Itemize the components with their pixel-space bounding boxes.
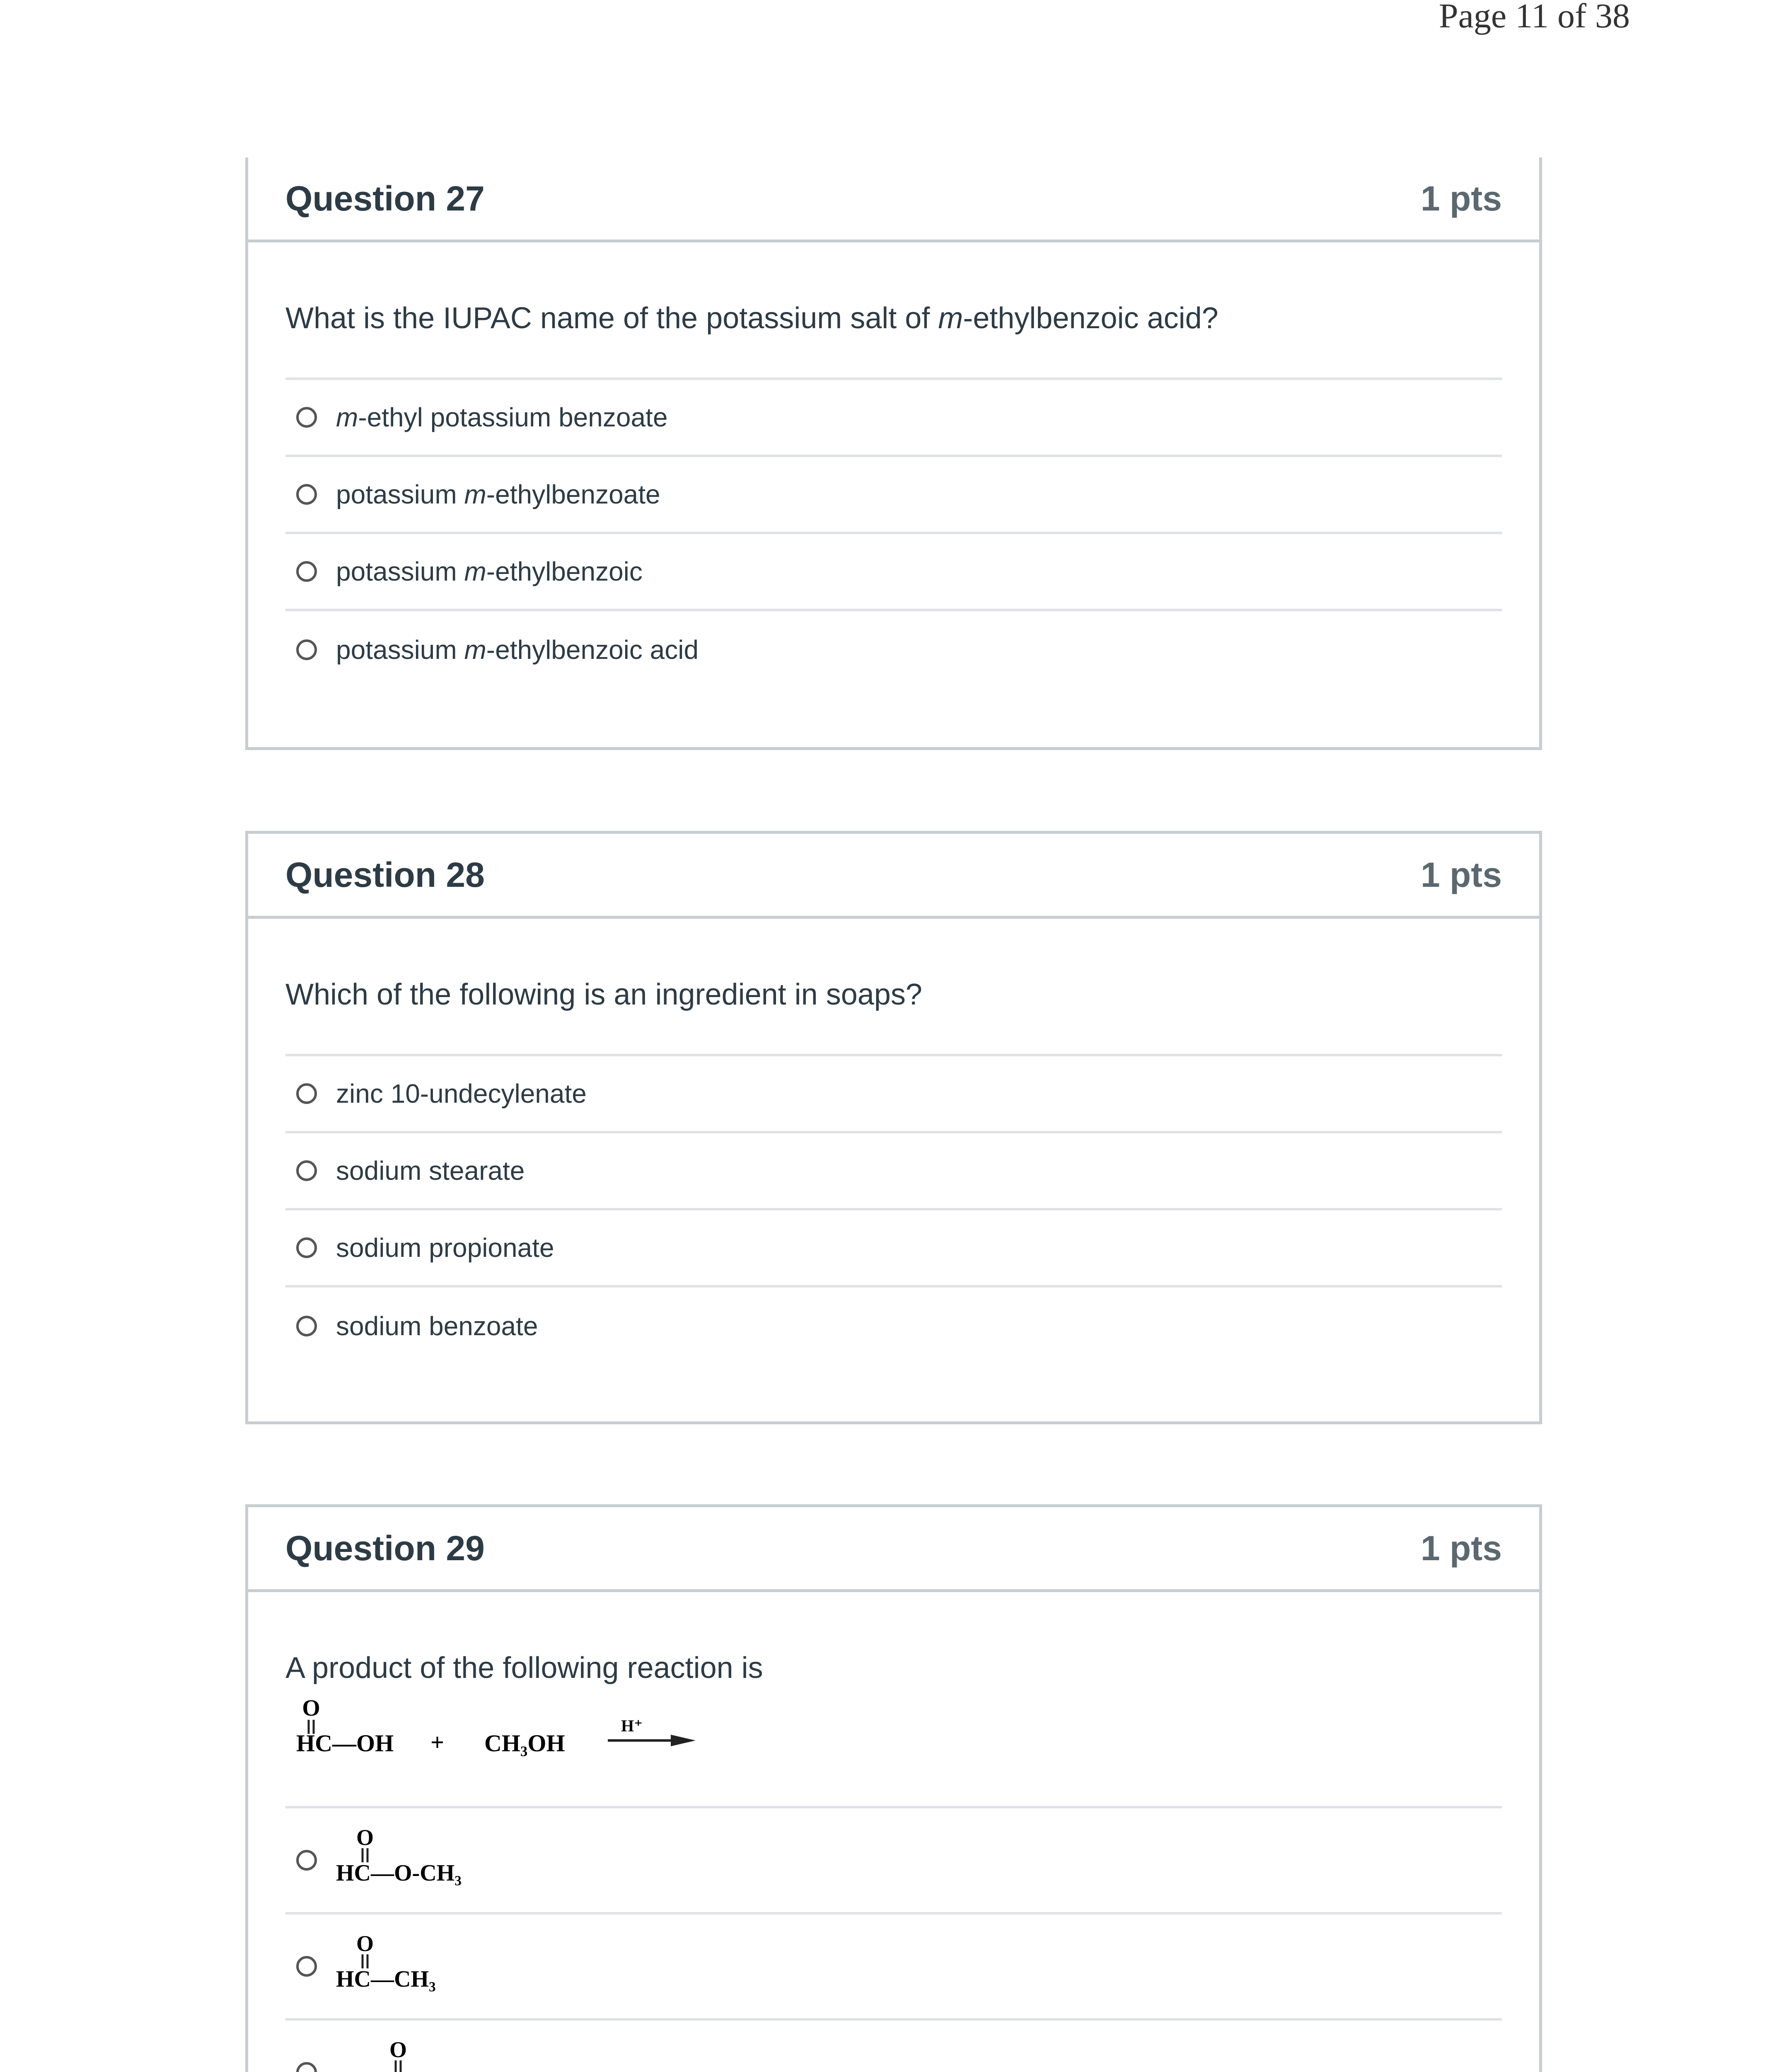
answer-structure xyxy=(336,1931,543,1993)
question-points: 1 pts xyxy=(1420,179,1502,218)
question-28-card xyxy=(245,831,1542,1424)
answer-option[interactable] xyxy=(285,2021,1502,2072)
question-29-card xyxy=(245,1504,1542,2072)
radio-button[interactable] xyxy=(296,407,317,428)
catalyst-label: H⁺ xyxy=(621,1716,643,1736)
question-points: 1 pts xyxy=(1420,855,1502,894)
question-text: A product of the following reaction is xyxy=(285,1651,763,1685)
carbonyl-oxygen: O xyxy=(389,2037,407,2062)
radio-button[interactable] xyxy=(296,484,317,505)
answer-label: m-ethyl potassium benzoate xyxy=(336,402,668,433)
answer-option[interactable] xyxy=(285,1288,1502,1365)
answer-formula: HC—CH₃ xyxy=(336,1966,436,1992)
answer-option[interactable] xyxy=(285,1056,1502,1133)
question-27-card xyxy=(245,157,1542,750)
question-title: Question 29 xyxy=(285,1528,485,1568)
carbonyl-oxygen: O xyxy=(356,1931,374,1956)
answer-label: potassium m-ethylbenzoic xyxy=(336,557,643,587)
answer-option[interactable] xyxy=(285,611,1502,688)
radio-button[interactable] xyxy=(296,2062,317,2072)
radio-button[interactable] xyxy=(296,1083,317,1104)
reactant-methanol: CH₃OH xyxy=(484,1730,565,1757)
answer-option[interactable] xyxy=(285,1915,1502,2021)
question-title: Question 27 xyxy=(285,179,485,218)
radio-button[interactable] xyxy=(296,1237,317,1258)
answer-label: sodium stearate xyxy=(336,1156,525,1186)
radio-button[interactable] xyxy=(296,1850,317,1871)
arrow-head xyxy=(671,1735,696,1746)
question-header xyxy=(248,834,1539,919)
answer-list xyxy=(285,378,1502,688)
carbonyl-oxygen: O xyxy=(356,1825,374,1850)
answer-label: sodium propionate xyxy=(336,1233,554,1263)
answer-option[interactable] xyxy=(285,380,1502,457)
question-points: 1 pts xyxy=(1420,1528,1502,1568)
plus-sign: + xyxy=(430,1729,445,1756)
question-header xyxy=(248,157,1539,242)
answer-option[interactable] xyxy=(285,1210,1502,1288)
radio-button[interactable] xyxy=(296,1956,317,1977)
answer-label: potassium m-ethylbenzoic acid xyxy=(336,635,699,665)
answer-list xyxy=(285,1054,1502,1365)
radio-button[interactable] xyxy=(296,639,317,660)
radio-button[interactable] xyxy=(296,1316,317,1336)
radio-button[interactable] xyxy=(296,1160,317,1181)
answer-label: sodium benzoate xyxy=(336,1311,538,1341)
answer-list xyxy=(285,1806,1502,2072)
question-header xyxy=(248,1507,1539,1592)
answer-structure xyxy=(336,1825,543,1887)
answer-option[interactable] xyxy=(285,1133,1502,1210)
question-text: What is the IUPAC name of the potassium salt of m-ethylbenzoic acid? xyxy=(285,302,1218,335)
reactant-formic-acid: HC—OH xyxy=(296,1730,394,1757)
answer-formula: HC—O-CH₃ xyxy=(336,1860,462,1886)
answer-structure xyxy=(336,2037,568,2072)
question-title: Question 28 xyxy=(285,855,485,894)
answer-option[interactable] xyxy=(285,534,1502,611)
answer-label: zinc 10-undecylenate xyxy=(336,1079,587,1109)
reactant-oxygen: O xyxy=(302,1695,320,1721)
answer-option[interactable] xyxy=(285,1808,1502,1915)
page-number: Page 11 of 38 xyxy=(1438,0,1630,35)
reaction-equation xyxy=(285,1694,700,1756)
question-text: Which of the following is an ingredient in soaps? xyxy=(285,978,922,1011)
answer-label: potassium m-ethylbenzoate xyxy=(336,479,660,510)
radio-button[interactable] xyxy=(296,561,317,582)
answer-option[interactable] xyxy=(285,457,1502,534)
